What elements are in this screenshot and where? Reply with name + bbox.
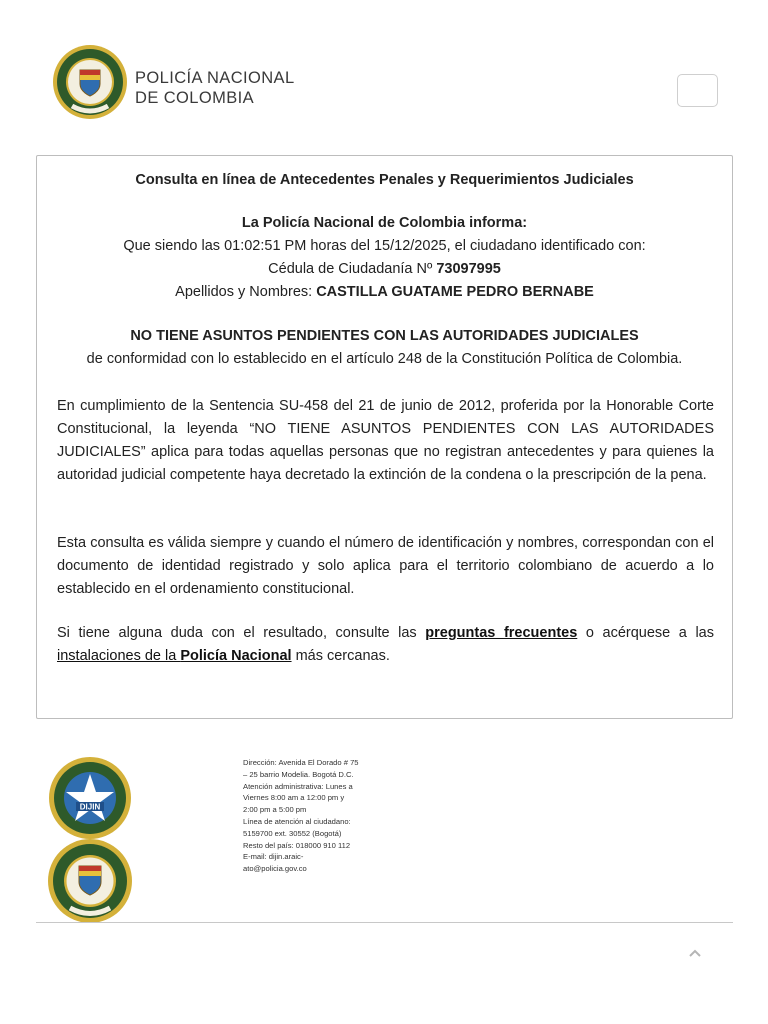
page-title: Consulta en línea de Antecedentes Penales y Requerimientos Judiciales	[135, 172, 634, 188]
status-line: de conformidad con lo establecido en el artículo 248 de la Constitución Política de Colombia.	[86, 351, 683, 367]
police-crest-footer-icon	[48, 839, 132, 923]
footer-line: Viernes 8:00 am a 12:00 pm y	[243, 793, 345, 803]
brand-line-2: DE COLOMBIA	[135, 89, 255, 107]
facilities-link[interactable]	[57, 648, 292, 664]
brand-name	[135, 68, 295, 108]
footer-line: 2:00 pm a 5:00 pm	[243, 805, 307, 815]
p3-text-2: o acérquese a las	[577, 625, 714, 641]
status-heading: NO TIENE ASUNTOS PENDIENTES CON LAS AUTORIDADES JUDICIALES	[130, 328, 639, 344]
dijin-label: DIJIN	[79, 802, 101, 812]
brand-line-1: POLICÍA NACIONAL	[135, 69, 295, 87]
facilities-link-bold: Policía Nacional	[180, 648, 292, 664]
footer-line: – 25 barrio Modelia. Bogotá D.C.	[243, 769, 354, 779]
contact-paragraph	[57, 622, 714, 668]
chevron-up-icon[interactable]	[686, 944, 704, 962]
footer-line: Dirección: Avenida El Dorado # 75	[243, 758, 359, 767]
facilities-link-text: instalaciones de la	[57, 648, 181, 664]
footer-line: ato@policia.gov.co	[243, 864, 307, 874]
footer-logos	[46, 756, 136, 924]
inform-heading: La Policía Nacional de Colombia informa:	[241, 215, 528, 231]
menu-button[interactable]	[677, 74, 718, 107]
footer-contact	[243, 757, 378, 875]
result-card	[36, 155, 733, 719]
sentence-paragraph: En cumplimiento de la Sentencia SU-458 del 21 de junio de 2012, proferida por la Honorable Corte Constitucional, la leyenda “NO TIENE ASUNTOS PENDIENTES CON LAS AUTORIDADES JUDICIALES” aplica para todas aquellas personas que no registran antecedentes y para quienes la autoridad judicial competente haya decretado la extinción de la condena o la prescripción de la pena.	[57, 398, 714, 483]
inform-block	[37, 212, 732, 304]
footer-line: Atención administrativa: Lunes a	[243, 781, 353, 791]
footer-line: 5159700 ext. 30552 (Bogotá)	[243, 828, 342, 838]
names-value: CASTILLA GUATAME PEDRO BERNABE	[316, 284, 594, 300]
names-line	[37, 281, 732, 304]
inform-line: Que siendo las 01:02:51 PM horas del 15/12/2025, el ciudadano identificado con:	[123, 238, 646, 254]
dijin-badge-icon	[49, 757, 131, 839]
footer-line: Resto del país: 018000 910 112	[243, 840, 351, 850]
status-block	[37, 325, 732, 371]
id-line	[37, 258, 732, 281]
p3-text-1: Si tiene alguna duda con el resultado, consulte las	[57, 625, 426, 641]
footer-line: Línea de atención al ciudadano:	[243, 816, 351, 826]
footer-line: E-mail: dijin.araic-	[243, 852, 304, 862]
page-header	[0, 0, 768, 140]
id-label: Cédula de Ciudadanía Nº	[268, 261, 437, 277]
id-number: 73097995	[436, 261, 501, 277]
footer-divider	[36, 922, 733, 923]
names-label: Apellidos y Nombres:	[175, 284, 317, 300]
validity-paragraph: Esta consulta es válida siempre y cuando el número de identificación y nombres, correspondan con el documento de identidad registrado y solo aplica para el territorio colombiano de acuerdo a lo establecido en el ordenamiento constitucional.	[57, 535, 714, 597]
faq-link[interactable]: preguntas frecuentes	[425, 625, 578, 641]
p3-text-3: más cercanas.	[291, 648, 390, 664]
police-crest-icon	[52, 44, 128, 120]
